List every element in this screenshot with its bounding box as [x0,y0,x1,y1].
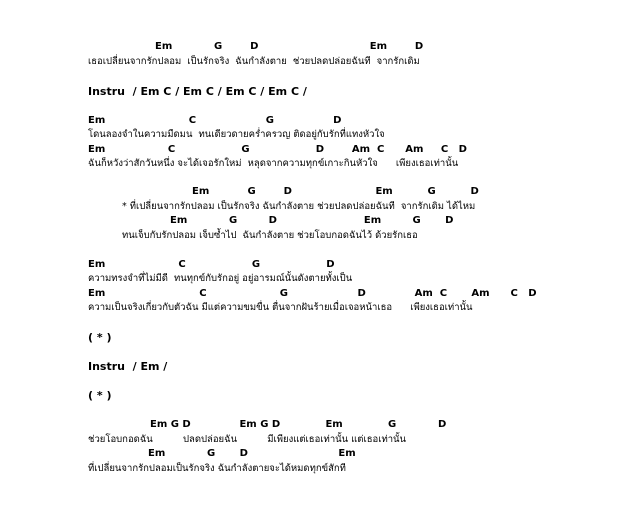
lyric-line: ช่วยโอบกอดฉัน ปลดปล่อยฉัน มีเพียงแต่เธอเท่านั้น แต่เธอเท่านั้น [88,434,407,445]
lyric-line: ความทรงจำที่ไม่มีดี ทนทุกข์กับรักอยู่ อยู่อารมณ์นั้นดังตายทั้งเป็น [88,273,353,284]
repeat-chorus-marker: ( * ) [88,331,112,344]
lyric-line: เธอเปลี่ยนจากรักปลอม เป็นรักจริง ฉันกำลังตาย ช่วยปลดปล่อยฉันที จากรักเดิม [88,56,420,67]
lyric-line: โดนลองจำในความมืดมน ทนเดียวดายคร่ำครวญ ติดอยู่กับรักที่แทงหัวใจ [88,129,385,140]
lyric-line: ความเป็นจริงเกี่ยวกับตัวฉัน มีแต่ความขมขื่น ตื่นจากฝันร้ายเมื่อเจอหน้าเธอ เพียงเธอเท่านั้น [88,302,473,313]
lyric-line: ที่เปลี่ยนจากรักปลอมเป็นรักจริง ฉันกำลังตายจะได้หมดทุกข์สักที [88,463,346,474]
chord-line: Em C G D Am C Am C D [88,288,537,299]
chorus-lyric-line: * ที่เปลี่ยนจากรักปลอม เป็นรักจริง ฉันกำลังตาย ช่วยปลดปล่อยฉันที จากรักเดิม ได้ไหม [122,201,476,212]
chord-line: Em G D Em [148,448,356,459]
repeat-chorus-marker: ( * ) [88,389,112,402]
chord-line: Em C G D Am C Am C D [88,144,467,155]
chord-line: Em G D Em D [155,41,424,52]
chord-line: Em G D Em G D Em G D [150,419,447,430]
instrumental-line: Instru / Em C / Em C / Em C / Em C / [88,85,307,98]
chord-line: Em C G D [88,259,335,270]
lyric-line: ฉันก็หวังว่าสักวันหนึ่ง จะได้เจอรักใหม่ หลุดจากความทุกข์เกาะกินหัวใจ เพียงเธอเท่านั้น [88,158,459,169]
chord-line: Em G D Em G D [170,215,454,226]
lyric-line: ทนเจ็บกับรักปลอม เจ็บซ้ำไป ฉันกำลังตาย ช่วยโอบกอดฉันไว้ ด้วยรักเธอ [122,230,418,241]
chord-line: Em G D Em G D [192,186,479,197]
chord-line: Em C G D [88,115,342,126]
instrumental-line: Instru / Em / [88,360,168,373]
